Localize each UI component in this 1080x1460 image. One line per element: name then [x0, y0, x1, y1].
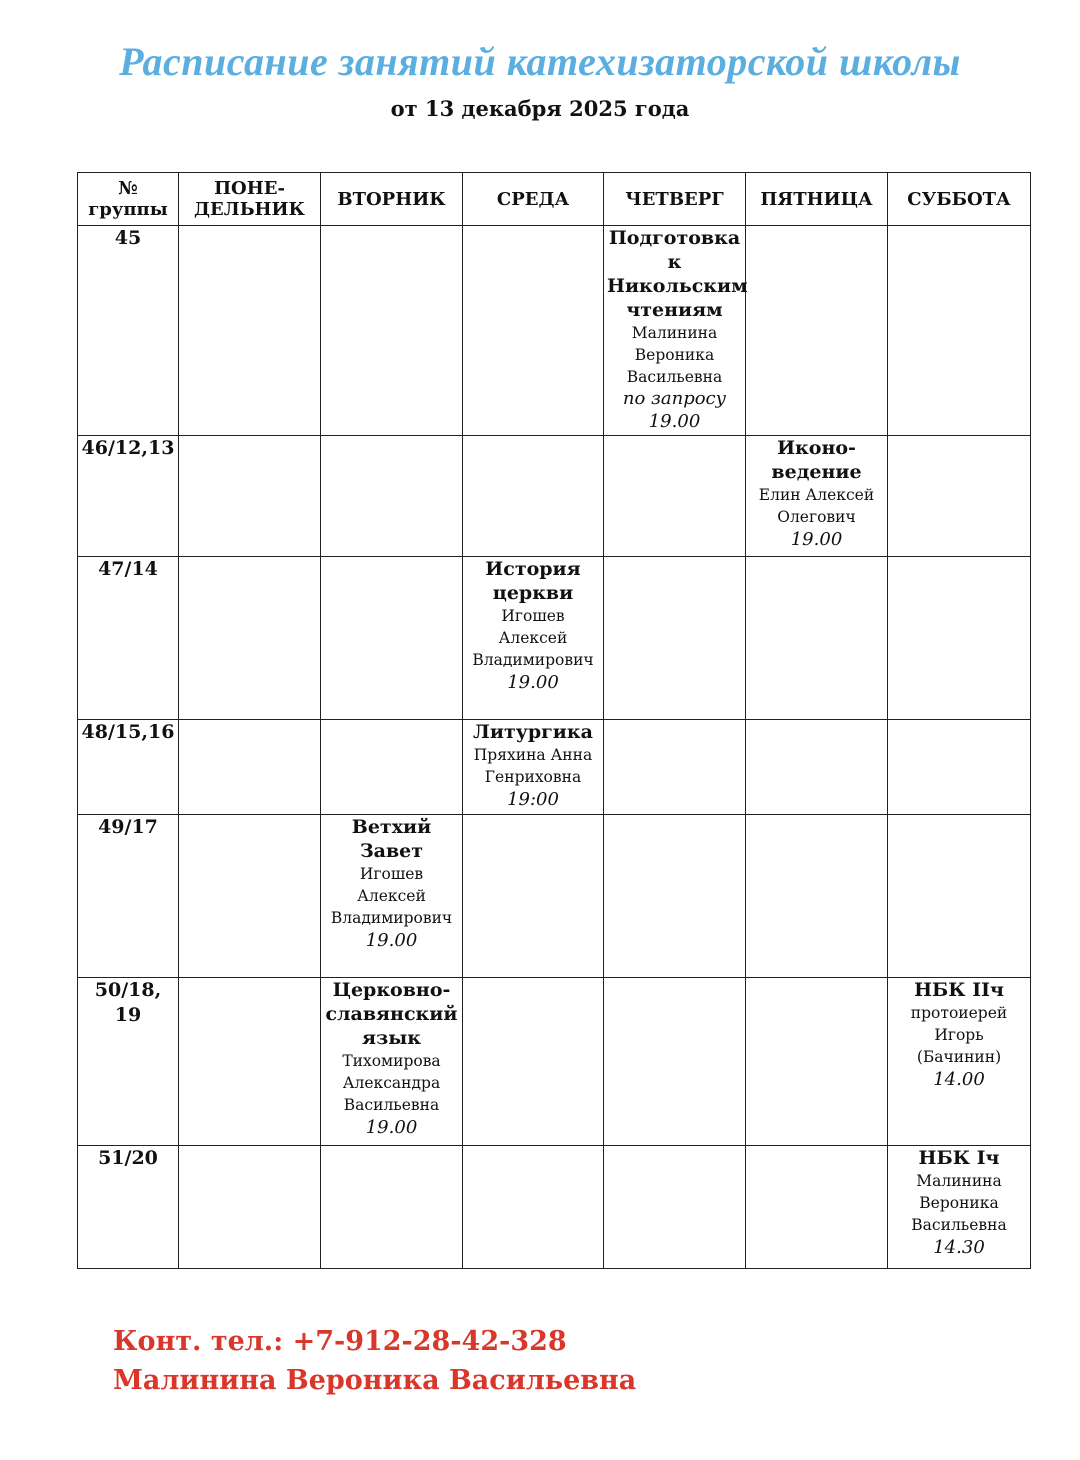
table-row	[78, 557, 1031, 720]
lesson-cell	[604, 226, 746, 436]
lesson-subject: Церковно-славянский язык	[325, 979, 458, 1049]
cell-empty	[179, 557, 321, 720]
cell-empty	[746, 978, 888, 1146]
lesson-note: по запросу	[622, 388, 727, 409]
table-row	[78, 978, 1031, 1146]
group-number: 51/20	[78, 1146, 179, 1269]
cell-empty	[746, 226, 888, 436]
page-subtitle: от 13 декабря 2025 года	[390, 96, 690, 121]
lesson-cell	[888, 978, 1031, 1146]
cell-empty	[463, 978, 604, 1146]
group-number: 45	[78, 226, 179, 436]
cell-empty	[604, 720, 746, 815]
cell-empty	[888, 557, 1031, 720]
column-header-monday: ПОНЕ-ДЕЛЬНИК	[179, 173, 321, 226]
cell-empty	[604, 1146, 746, 1269]
group-number: 47/14	[78, 557, 179, 720]
lesson-cell	[463, 557, 604, 720]
cell-empty	[179, 720, 321, 815]
contact-phone: Конт. тел.: +7-912-28-42-328	[113, 1326, 567, 1357]
page-title: Расписание занятий катехизаторской школы	[119, 39, 961, 84]
column-header-wednesday: СРЕДА	[463, 173, 604, 226]
lesson-subject: История церкви	[485, 558, 581, 604]
group-number: 50/18, 19	[78, 978, 179, 1146]
cell-empty	[604, 978, 746, 1146]
lesson-teacher: Игошев Алексей Владимирович	[472, 607, 594, 669]
cell-empty	[321, 1146, 463, 1269]
table-row	[78, 1146, 1031, 1269]
cell-empty	[463, 226, 604, 436]
cell-empty	[746, 1146, 888, 1269]
cell-empty	[179, 815, 321, 978]
table-header-row	[78, 173, 1031, 226]
schedule-table	[77, 172, 1031, 1269]
column-header-tuesday: ВТОРНИК	[321, 173, 463, 226]
contact-name: Малинина Вероника Васильевна	[113, 1365, 637, 1396]
lesson-teacher: протоиерей Игорь (Бачинин)	[910, 1004, 1008, 1066]
table-row	[78, 226, 1031, 436]
cell-empty	[179, 226, 321, 436]
cell-empty	[321, 226, 463, 436]
cell-empty	[604, 436, 746, 557]
lesson-teacher: Тихомирова Александра Васильевна	[342, 1052, 441, 1114]
lesson-time: 19:00	[507, 789, 559, 810]
cell-empty	[179, 436, 321, 557]
lesson-teacher: Елин Алексей Олегович	[758, 486, 875, 526]
lesson-teacher: Игошев Алексей Владимирович	[330, 865, 453, 927]
lesson-time: 19.00	[507, 672, 559, 693]
lesson-cell	[888, 1146, 1031, 1269]
cell-empty	[888, 720, 1031, 815]
lesson-cell	[321, 815, 463, 978]
lesson-time: 19.00	[365, 930, 418, 951]
lesson-time: 14.30	[933, 1237, 985, 1258]
cell-empty	[463, 1146, 604, 1269]
table-row	[78, 436, 1031, 557]
cell-empty	[888, 815, 1031, 978]
column-header-friday: ПЯТНИЦА	[746, 173, 888, 226]
lesson-time: 14.00	[933, 1069, 985, 1090]
lesson-time: 19.00	[790, 529, 843, 550]
cell-empty	[179, 978, 321, 1146]
lesson-subject: НБК IIч	[914, 979, 1004, 1001]
cell-empty	[746, 815, 888, 978]
table-row	[78, 720, 1031, 815]
lesson-cell	[746, 436, 888, 557]
column-header-thursday: ЧЕТВЕРГ	[604, 173, 746, 226]
column-header-group: № группы	[78, 173, 179, 226]
cell-empty	[463, 436, 604, 557]
cell-empty	[746, 557, 888, 720]
lesson-time: 19.00	[648, 411, 701, 432]
contact-block	[113, 1322, 636, 1400]
group-number: 49/17	[78, 815, 179, 978]
lesson-cell	[463, 720, 604, 815]
cell-empty	[321, 557, 463, 720]
lesson-subject: Иконо-ведение	[771, 437, 862, 483]
cell-empty	[463, 815, 604, 978]
lesson-subject: Ветхий Завет	[351, 816, 432, 862]
cell-empty	[746, 720, 888, 815]
cell-empty	[604, 815, 746, 978]
cell-empty	[321, 720, 463, 815]
cell-empty	[179, 1146, 321, 1269]
column-header-saturday: СУББОТА	[888, 173, 1031, 226]
cell-empty	[888, 226, 1031, 436]
group-number: 46/12,13	[78, 436, 179, 557]
lesson-time: 19.00	[365, 1117, 418, 1138]
lesson-teacher: Пряхина Анна Генриховна	[473, 746, 593, 786]
lesson-teacher: Малинина Вероника Васильевна	[911, 1172, 1007, 1234]
lesson-subject: Подготовка к Никольским чтениям	[607, 227, 748, 321]
lesson-teacher: Малинина Вероника Васильевна	[626, 324, 723, 386]
lesson-subject: Литургика	[473, 721, 593, 743]
table-row	[78, 815, 1031, 978]
lesson-cell	[321, 978, 463, 1146]
lesson-subject: НБК Iч	[918, 1147, 1000, 1169]
group-number: 48/15,16	[78, 720, 179, 815]
cell-empty	[321, 436, 463, 557]
cell-empty	[888, 436, 1031, 557]
cell-empty	[604, 557, 746, 720]
